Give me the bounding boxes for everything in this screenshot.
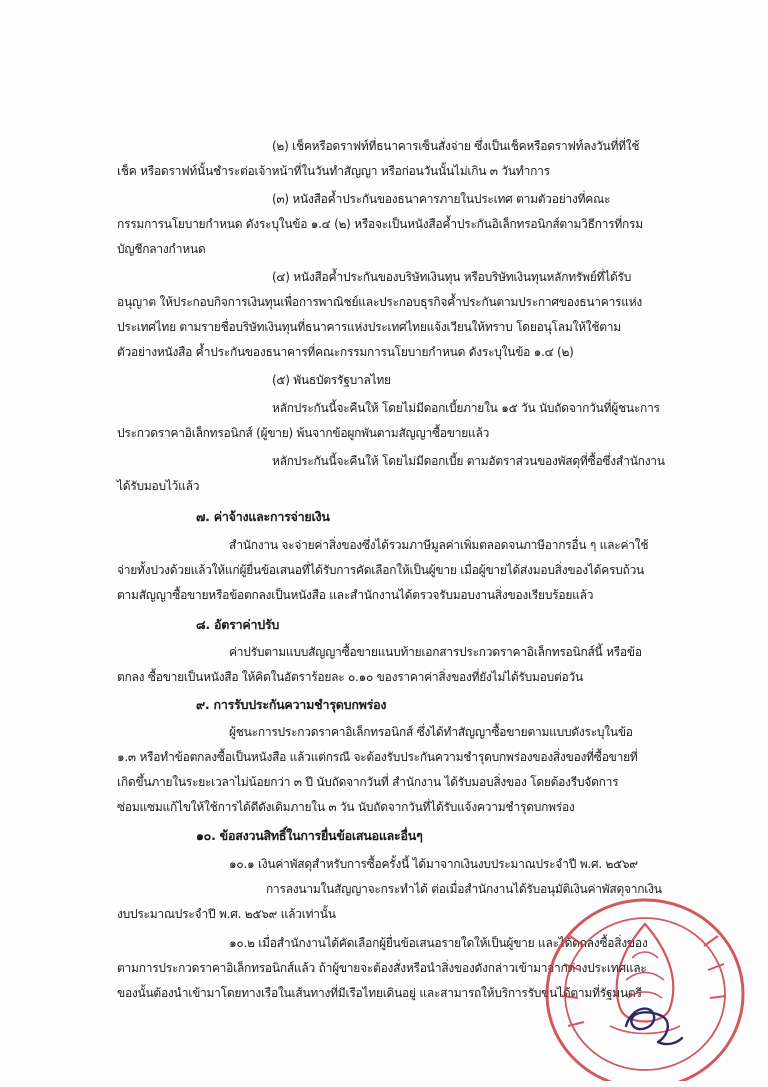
- section-8-line-1: ค่าปรับตามแบบสัญญาซื้อขายแนบท้ายเอกสารประกวดราคาอิเล็กทรอนิกส์นี้ หรือข้อ: [229, 645, 642, 659]
- guarantee-return-line-2: ประกวดราคาอิเล็กทรอนิกส์ (ผู้ขาย) พ้นจากข้อผูกพันตามสัญญาซื้อขายแล้ว: [117, 426, 490, 440]
- section-9-heading: ๙. การรับประกันความชำรุดบกพร่อง: [196, 697, 387, 712]
- clause-2-line-1: (๒) เช็คหรือดราฟท์ที่ธนาคารเซ็นสั่งจ่าย ซึ่งเป็นเช็คหรือดราฟท์ลงวันที่ที่ใช้: [272, 139, 640, 153]
- section-10-2-line-2: ตามการประกวดราคาอิเล็กทรอนิกส์แล้ว ถ้าผู้ขายจะต้องสั่งหรือนำสิ่งของดังกล่าวเข้ามาจากต่างประเทศและ: [117, 961, 647, 975]
- clause-4-line-4: ตัวอย่างหนังสือ ค้ำประกันของธนาคารที่คณะกรรมการนโยบายกำหนด ดังระบุในข้อ ๑.๔ (๒): [117, 345, 574, 359]
- section-10-2-line-3: ของนั้นต้องนำเข้ามาโดยทางเรือในเส้นทางที่มีเรือไทยเดินอยู่ และสามารถให้บริการรับขนได้ตามที่รัฐมนตรี: [117, 986, 642, 1000]
- section-7-line-3: ตามสัญญาซื้อขายหรือข้อตกลงเป็นหนังสือ และสำนักงานได้ตรวจรับมอบงานสิ่งของเรียบร้อยแล้ว: [117, 588, 594, 602]
- guarantee-return-line-1: หลักประกันนี้จะคืนให้ โดยไม่มีดอกเบี้ยภายใน ๑๕ วัน นับถัดจากวันที่ผู้ชนะการ: [272, 401, 660, 415]
- guarantee-return-line-4: ได้รับมอบไว้แล้ว: [117, 479, 200, 493]
- section-10-1-line-3: งบประมาณประจำปี พ.ศ. ๒๕๖๙ แล้วเท่านั้น: [117, 907, 336, 921]
- section-10-1-line-1: ๑๐.๑ เงินค่าพัสดุสำหรับการซื้อครั้งนี้ ได้มาจากเงินงบประมาณประจำปี พ.ศ. ๒๕๖๙: [229, 857, 638, 871]
- section-8-heading: ๘. อัตราค่าปรับ: [196, 617, 280, 632]
- clause-3-line-3: บัญชีกลางกำหนด: [117, 242, 206, 256]
- clause-4-line-3: ประเทศไทย ตามรายชื่อบริษัทเงินทุนที่ธนาคารแห่งประเทศไทยแจ้งเวียนให้ทราบ โดยอนุโลมให้ใช้ตาม: [117, 320, 621, 334]
- section-7-line-1: สำนักงาน จะจ่ายค่าสิ่งของซึ่งได้รวมภาษีมูลค่าเพิ่มตลอดจนภาษีอากรอื่น ๆ และค่าใช้: [229, 538, 649, 552]
- section-9-line-3: เกิดขึ้นภายในระยะเวลาไม่น้อยกว่า ๓ ปี นับถัดจากวันที่ สำนักงาน ได้รับมอบสิ่งของ โดยต้องรีบจัดการ: [117, 775, 619, 789]
- clause-3-line-1: (๓) หนังสือค้ำประกันของธนาคารภายในประเทศ ตามตัวอย่างที่คณะ: [272, 192, 611, 206]
- handwritten-signature: [626, 1009, 682, 1045]
- section-9-line-4: ซ่อมแซมแก้ไขให้ใช้การได้ดีดังเดิมภายใน ๓ วัน นับถัดจากวันที่ได้รับแจ้งความชำรุดบกพร่อง: [117, 800, 575, 814]
- section-9-line-2: ๑.๓ หรือทำข้อตกลงซื้อเป็นหนังสือ แล้วแต่กรณี จะต้องรับประกันความชำรุดบกพร่องของสิ่งของที่ซื้อขายที่: [117, 750, 638, 764]
- section-10-heading: ๑๐. ข้อสงวนสิทธิ์ในการยื่นข้อเสนอและอื่นๆ: [196, 828, 423, 843]
- section-10-1-line-2: การลงนามในสัญญาจะกระทำได้ ต่อเมื่อสำนักงานได้รับอนุมัติเงินค่าพัสดุจากเงิน: [266, 882, 662, 896]
- official-seal-stamp: [540, 876, 750, 1081]
- clause-2-line-2: เช็ค หรือดราฟท์นั้นชำระต่อเจ้าหน้าที่ในวันทำสัญญา หรือก่อนวันนั้นไม่เกิน ๓ วันทำการ: [117, 164, 550, 178]
- section-7-line-2: จ่ายทั้งปวงด้วยแล้วให้แก่ผู้ยื่นข้อเสนอที่ได้รับการคัดเลือกให้เป็นผู้ขาย เมื่อผู้ขายได้ส่งมอบสิ่งของได้ครบถ้วน: [117, 563, 645, 577]
- section-7-heading: ๗. ค่าจ้างและการจ่ายเงิน: [196, 509, 330, 524]
- section-9-line-1: ผู้ชนะการประกวดราคาอิเล็กทรอนิกส์ ซึ่งได้ทำสัญญาซื้อขายตามแบบดังระบุในข้อ: [229, 725, 633, 739]
- clause-5-line: (๕) พันธบัตรรัฐบาลไทย: [272, 373, 391, 387]
- clause-3-line-2: กรรมการนโยบายกำหนด ดังระบุในข้อ ๑.๔ (๒) หรือจะเป็นหนังสือค้ำประกันอิเล็กทรอนิกส์ตามวิธีการที่กรม: [117, 217, 643, 231]
- clause-4-line-1: (๔) หนังสือค้ำประกันของบริษัทเงินทุน หรือบริษัทเงินทุนหลักทรัพย์ที่ได้รับ: [272, 270, 632, 284]
- section-10-2-line-1: ๑๐.๒ เมื่อสำนักงานได้คัดเลือกผู้ยื่นข้อเสนอรายใดให้เป็นผู้ขาย และได้ตกลงซื้อสิ่งของ: [229, 936, 648, 950]
- guarantee-return-line-3: หลักประกันนี้จะคืนให้ โดยไม่มีดอกเบี้ย ตามอัตราส่วนของพัสดุที่ซื้อซึ่งสำนักงาน: [272, 454, 665, 468]
- clause-4-line-2: อนุญาต ให้ประกอบกิจการเงินทุนเพื่อการพาณิชย์และประกอบธุรกิจค้ำประกันตามประกาศของธนาคารแห่ง: [117, 295, 643, 309]
- section-8-line-2: ตกลง ซื้อขายเป็นหนังสือ ให้คิดในอัตราร้อยละ ๐.๑๐ ของราคาค่าสิ่งของที่ยังไม่ได้รับมอบต่อวัน: [117, 670, 583, 684]
